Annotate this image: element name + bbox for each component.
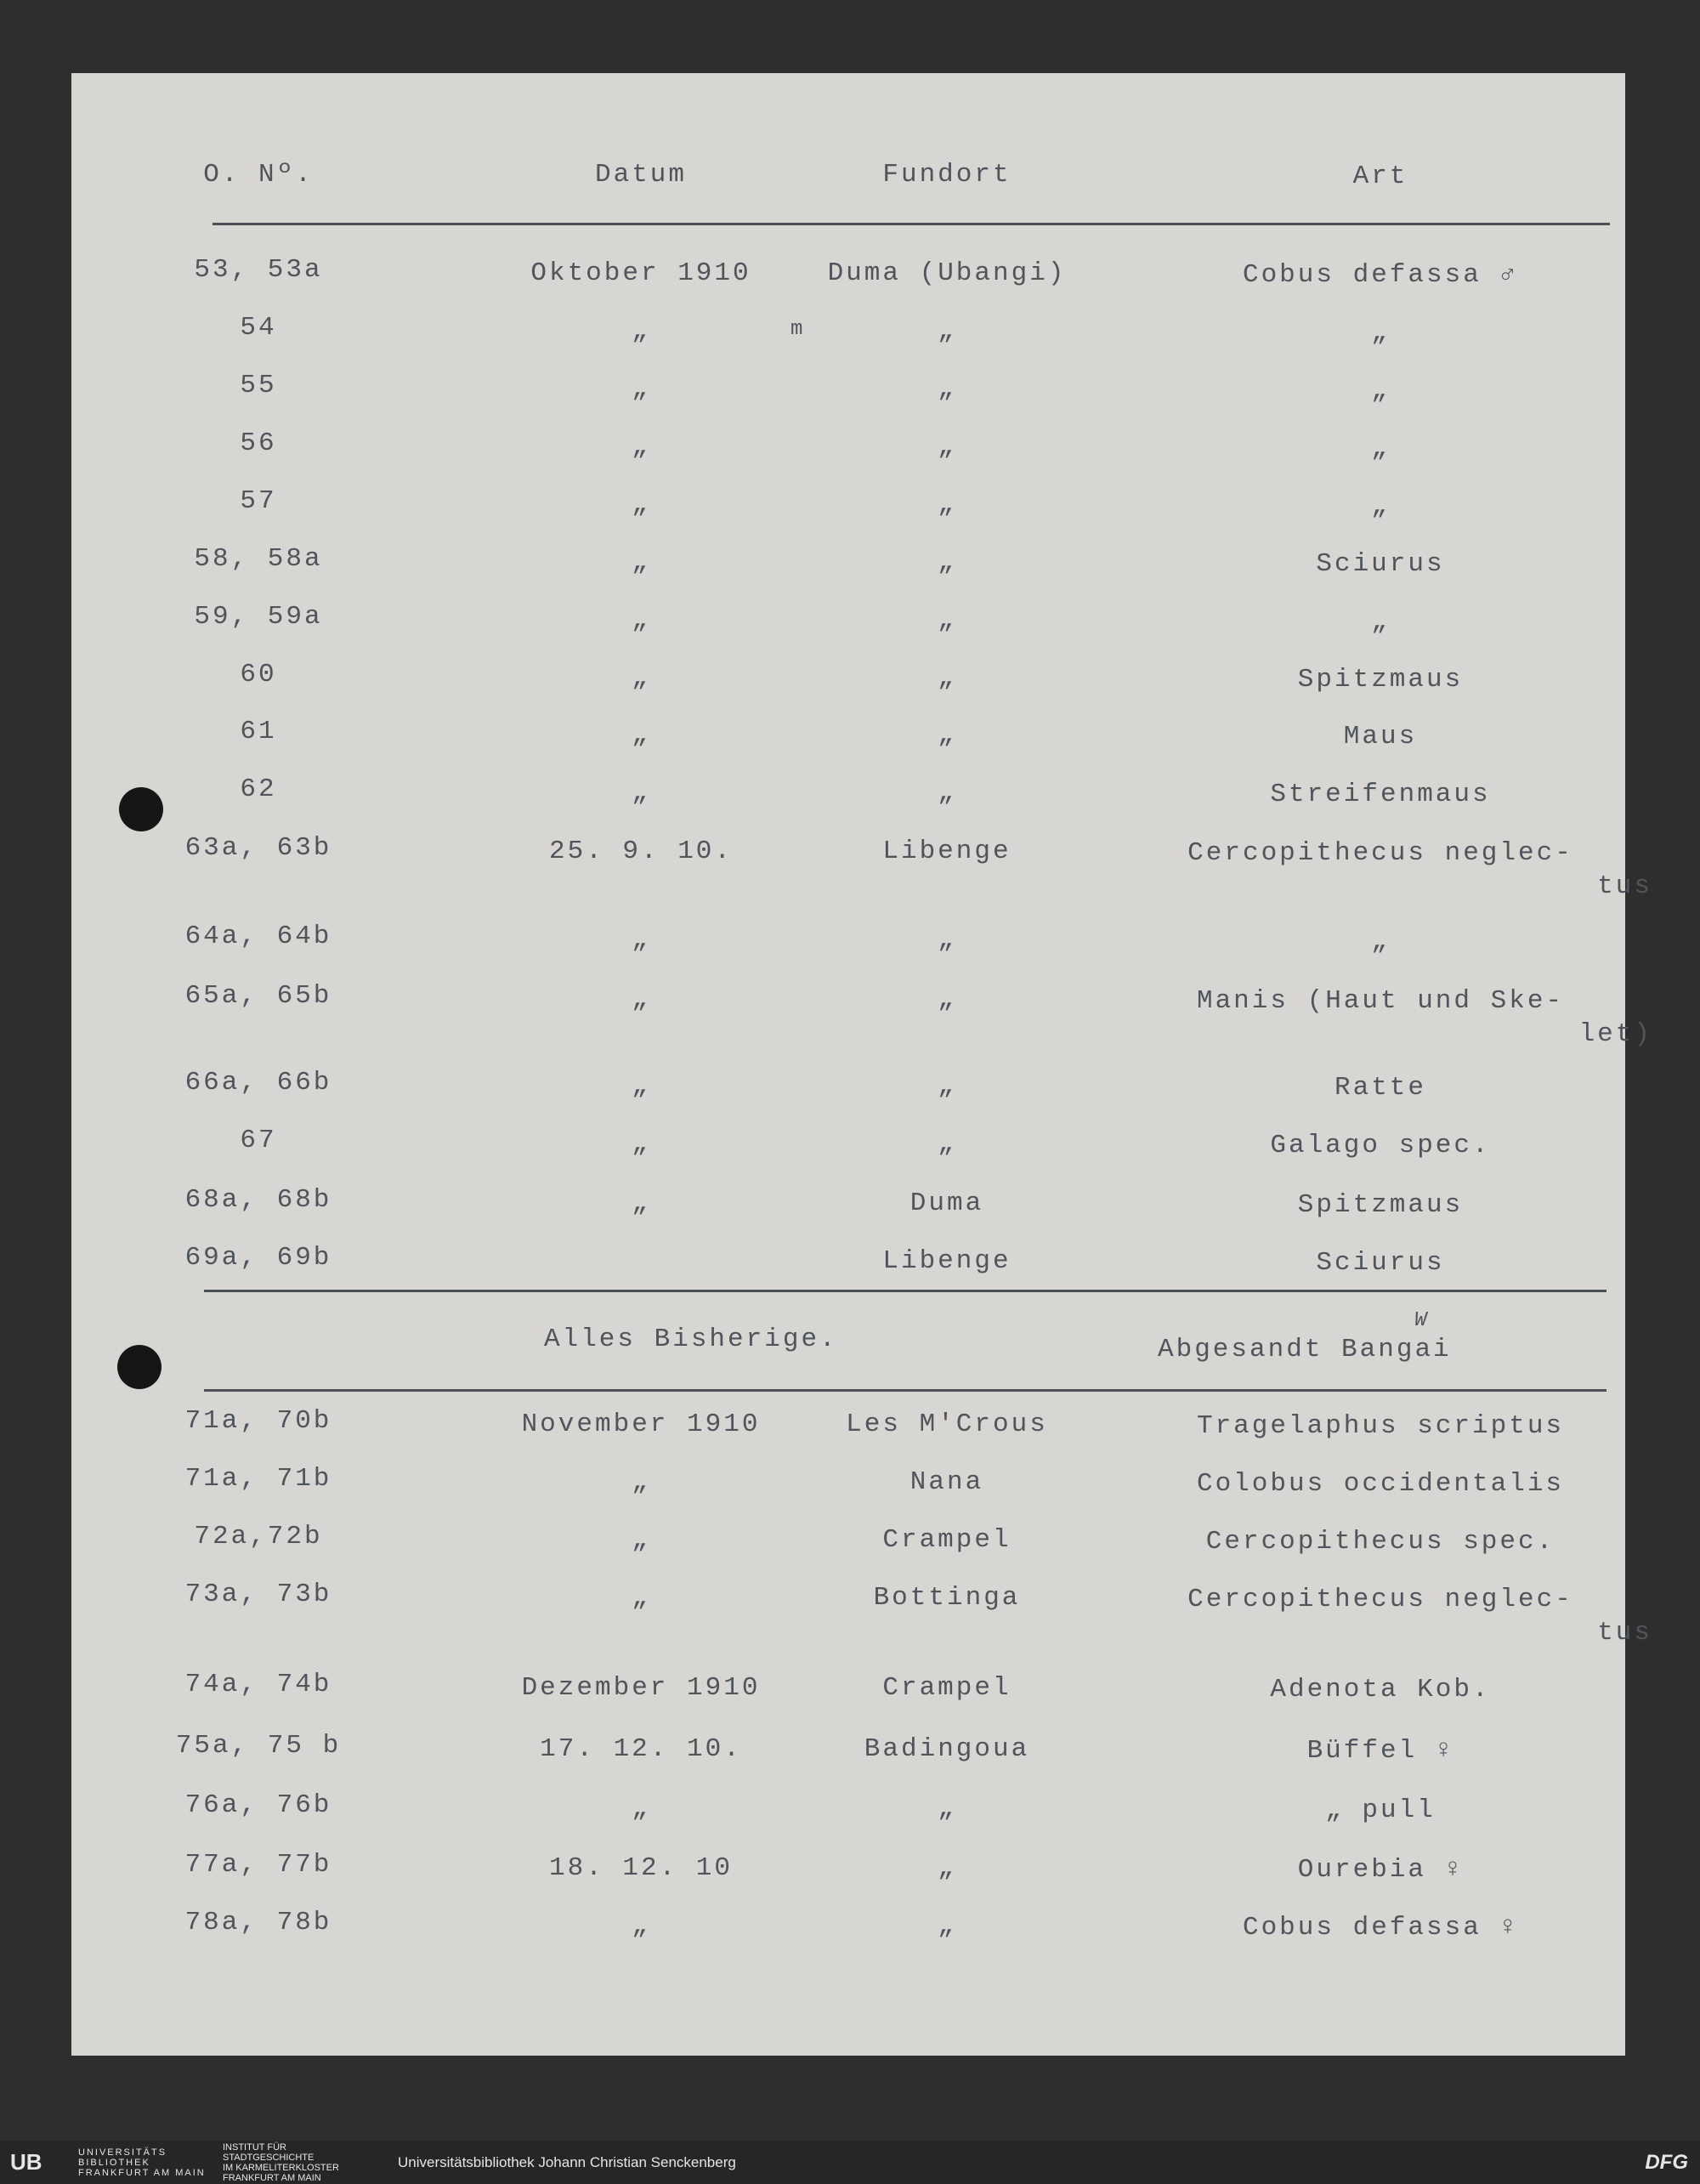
specimen-species: Galago spec. (1270, 1131, 1491, 1160)
specimen-locality: „ (938, 547, 956, 577)
isg-logo-line: INSTITUT FÜR (223, 2141, 286, 2153)
specimen-species: Cercopithecus spec. (1205, 1527, 1556, 1557)
specimen-number: 62 (240, 774, 277, 804)
specimen-locality: Badingoua (864, 1734, 1030, 1764)
isg-logo-line: FRANKFURT AM MAIN (223, 2172, 321, 2183)
specimen-date: November 1910 (521, 1410, 761, 1439)
specimen-species: Sciurus (1316, 549, 1445, 579)
specimen-locality: „ (938, 720, 956, 750)
specimen-locality: Duma (Ubangi) (827, 258, 1067, 288)
specimen-species: Maus (1343, 722, 1418, 752)
specimen-number: 60 (240, 660, 277, 689)
specimen-date: „ (632, 984, 650, 1014)
specimen-species-cont: tus (1597, 871, 1652, 901)
specimen-locality: „ (938, 490, 956, 519)
specimen-species: Ourebia ♀ (1297, 1855, 1464, 1885)
specimen-date: „ (632, 1583, 650, 1613)
header-art: Art (1352, 162, 1408, 191)
specimen-date: „ (632, 1071, 650, 1101)
header-rule (212, 223, 1610, 225)
specimen-locality: „ (938, 605, 956, 635)
specimen-locality: Crampel (882, 1673, 1012, 1703)
specimen-locality: „ (938, 925, 956, 955)
specimen-number: 67 (240, 1126, 277, 1155)
specimen-date: „ (632, 778, 650, 808)
specimen-species: Colobus occidentalis (1196, 1469, 1565, 1499)
specimen-number: 75a, 75 b (175, 1731, 342, 1761)
specimen-locality: „ (938, 1911, 956, 1941)
specimen-number: 69a, 69b (184, 1243, 332, 1273)
summary-text: Alles Bisherige. (544, 1325, 838, 1354)
dfg-logo: DFG (1645, 2150, 1688, 2174)
section-rule-top (204, 1290, 1606, 1292)
isg-logo-line: STADTGESCHICHTE (223, 2152, 314, 2163)
specimen-number: 57 (240, 486, 277, 516)
specimen-date: „ (632, 1794, 650, 1824)
specimen-date: „ (632, 432, 650, 462)
specimen-locality: Crampel (882, 1525, 1012, 1555)
specimen-locality: „ (938, 1853, 956, 1883)
specimen-species: „ pull (1325, 1795, 1436, 1825)
punch-hole-bottom (117, 1345, 162, 1389)
specimen-species: Tragelaphus scriptus (1196, 1411, 1565, 1441)
specimen-species: „ (1371, 376, 1390, 406)
dispatch-note: Abgesandt Bangai (1158, 1335, 1452, 1364)
specimen-number: 58, 58a (194, 544, 323, 574)
specimen-number: 54 (240, 313, 277, 343)
specimen-locality: „ (938, 1794, 956, 1824)
specimen-number: 55 (240, 371, 277, 400)
isg-logo-text (223, 2141, 339, 2184)
specimen-species: „ (1371, 927, 1390, 956)
ub-logo-text (78, 2141, 206, 2184)
specimen-locality: „ (938, 432, 956, 462)
specimen-species: Cobus defassa ♀ (1242, 1913, 1519, 1943)
footer-bar (0, 2141, 1700, 2184)
specimen-number: 53, 53a (194, 255, 323, 285)
footer-title: Universitätsbibliothek Johann Christian Senckenberg (398, 2153, 736, 2170)
header-fundort: Fundort (882, 160, 1012, 190)
specimen-date: Oktober 1910 (530, 258, 751, 288)
header-datum: Datum (594, 160, 687, 190)
specimen-date: Dezember 1910 (521, 1673, 761, 1703)
specimen-date: 18. 12. 10 (548, 1853, 734, 1883)
specimen-species-cont: let) (1578, 1019, 1652, 1049)
specimen-number: 78a, 78b (184, 1908, 332, 1937)
isg-logo-line: IM KARMELITERKLOSTER (223, 2162, 339, 2173)
specimen-locality: Les M'Crous (846, 1410, 1048, 1439)
specimen-species: Spitzmaus (1297, 1190, 1464, 1220)
specimen-number: 61 (240, 717, 277, 746)
specimen-locality: „ (938, 663, 956, 693)
specimen-species: Büffel ♀ (1306, 1736, 1454, 1766)
specimen-number: 74a, 74b (184, 1670, 332, 1699)
stray-mark: m (790, 318, 806, 341)
specimen-date: „ (632, 316, 650, 346)
specimen-date: „ (632, 663, 650, 693)
punch-hole-top (119, 787, 163, 831)
specimen-locality: „ (938, 1071, 956, 1101)
specimen-locality: Duma (910, 1188, 984, 1218)
specimen-number: 66a, 66b (184, 1068, 332, 1098)
specimen-date: 17. 12. 10. (540, 1734, 742, 1764)
specimen-species: „ (1371, 607, 1390, 637)
specimen-locality: Libenge (882, 1246, 1012, 1276)
specimen-number: 71a, 71b (184, 1464, 332, 1494)
ub-logo-line: UNIVERSITÄTS (78, 2147, 167, 2158)
ub-logo-line: BIBLIOTHEK (78, 2157, 150, 2168)
specimen-locality: „ (938, 984, 956, 1014)
specimen-species: Spitzmaus (1297, 665, 1464, 695)
specimen-species: Manis (Haut und Ske- (1196, 986, 1565, 1016)
specimen-locality: Nana (910, 1467, 984, 1497)
specimen-number: 77a, 77b (184, 1850, 332, 1880)
specimen-species: Adenota Kob. (1270, 1675, 1491, 1705)
specimen-species: Cobus defassa ♂ (1242, 260, 1519, 290)
specimen-locality: Bottinga (873, 1583, 1021, 1613)
specimen-date: „ (632, 1911, 650, 1941)
specimen-number: 64a, 64b (184, 922, 332, 951)
specimen-number: 76a, 76b (184, 1790, 332, 1820)
specimen-date: „ (632, 490, 650, 519)
specimen-locality: „ (938, 316, 956, 346)
ub-logo-line: FRANKFURT AM MAIN (78, 2167, 206, 2178)
specimen-date: 25. 9. 10. (548, 837, 734, 866)
specimen-locality: „ (938, 374, 956, 404)
specimen-locality: Libenge (882, 837, 1012, 866)
specimen-species: Cercopithecus neglec- (1187, 1585, 1573, 1614)
specimen-date: „ (632, 374, 650, 404)
specimen-number: 71a, 70b (184, 1406, 332, 1436)
specimen-locality: „ (938, 1129, 956, 1159)
specimen-species: „ (1371, 491, 1390, 521)
handwritten-mark: W (1414, 1309, 1430, 1332)
specimen-number: 68a, 68b (184, 1185, 332, 1215)
specimen-date: „ (632, 1129, 650, 1159)
specimen-number: 59, 59a (194, 602, 323, 632)
specimen-species: Cercopithecus neglec- (1187, 838, 1573, 868)
specimen-number: 56 (240, 428, 277, 458)
specimen-locality: „ (938, 778, 956, 808)
specimen-species: „ (1371, 318, 1390, 348)
specimen-date: „ (632, 1525, 650, 1555)
document-page (71, 73, 1652, 2056)
header-no: O. Nº. (203, 160, 314, 190)
ub-logo-mark: UB (10, 2149, 42, 2175)
specimen-date: „ (632, 547, 650, 577)
specimen-species: Sciurus (1316, 1248, 1445, 1278)
specimen-date: „ (632, 925, 650, 955)
specimen-number: 63a, 63b (184, 833, 332, 863)
specimen-species: Streifenmaus (1270, 780, 1491, 809)
specimen-number: 73a, 73b (184, 1580, 332, 1609)
specimen-species: „ (1371, 434, 1390, 463)
specimen-date: „ (632, 605, 650, 635)
specimen-number: 65a, 65b (184, 981, 332, 1011)
specimen-species: Ratte (1334, 1073, 1426, 1103)
specimen-species-cont: tus (1597, 1618, 1652, 1648)
specimen-date: „ (632, 1188, 650, 1218)
specimen-number: 72a,72b (194, 1522, 323, 1551)
specimen-date: „ (632, 1467, 650, 1497)
specimen-date: „ (632, 720, 650, 750)
section-rule-bottom (204, 1389, 1606, 1392)
